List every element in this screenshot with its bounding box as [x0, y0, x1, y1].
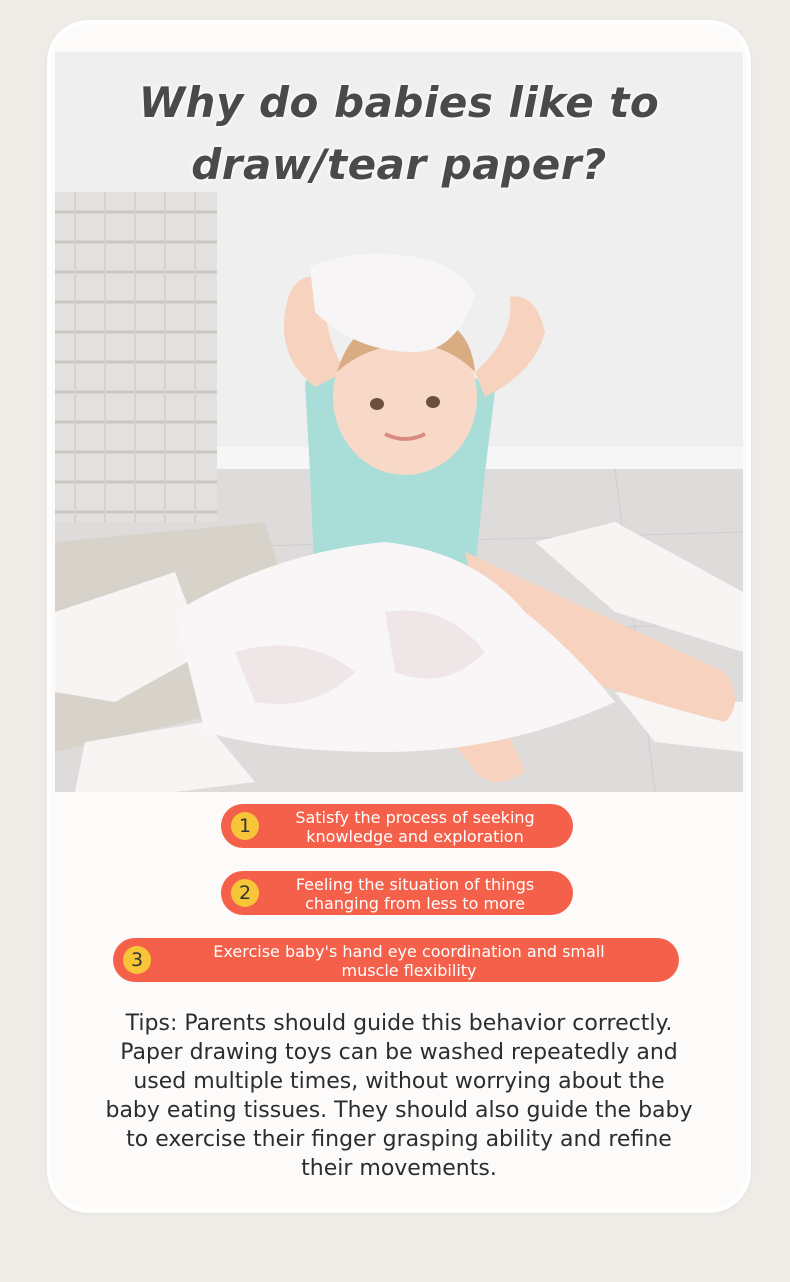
reason-pill-2	[221, 871, 573, 915]
reason-pill-1	[221, 804, 573, 848]
reason-3-line-2: muscle flexibility	[341, 961, 477, 980]
tips-paragraph	[71, 1009, 727, 1183]
reason-text-1	[265, 808, 565, 846]
info-card	[47, 20, 751, 1213]
number-badge-3: 3	[123, 946, 151, 974]
reason-text-3	[157, 942, 661, 980]
reason-1-line-1: Satisfy the process of seeking	[295, 808, 535, 827]
reason-pill-3	[113, 938, 679, 982]
number-badge-1: 1	[231, 812, 259, 840]
tips-line-5: to exercise their finger grasping ability and refine	[126, 1127, 672, 1152]
reason-text-2	[265, 875, 565, 913]
tips-line-6: their movements.	[301, 1156, 497, 1181]
page-title	[51, 72, 747, 196]
title-line-2: draw/tear paper?	[191, 140, 607, 189]
reason-3-line-1: Exercise baby's hand eye coordination and small	[213, 942, 605, 961]
number-badge-2: 2	[231, 879, 259, 907]
tips-line-1: Tips: Parents should guide this behavior correctly.	[125, 1011, 673, 1036]
reason-1-line-2: knowledge and exploration	[306, 827, 524, 846]
tips-line-3: used multiple times, without worrying about the	[133, 1069, 665, 1094]
title-line-1: Why do babies like to	[138, 78, 660, 127]
tips-line-4: baby eating tissues. They should also guide the baby	[105, 1098, 693, 1123]
tips-line-2: Paper drawing toys can be washed repeatedly and	[120, 1040, 678, 1065]
reason-2-line-1: Feeling the situation of things	[295, 875, 535, 894]
reason-2-line-2: changing from less to more	[305, 894, 525, 913]
